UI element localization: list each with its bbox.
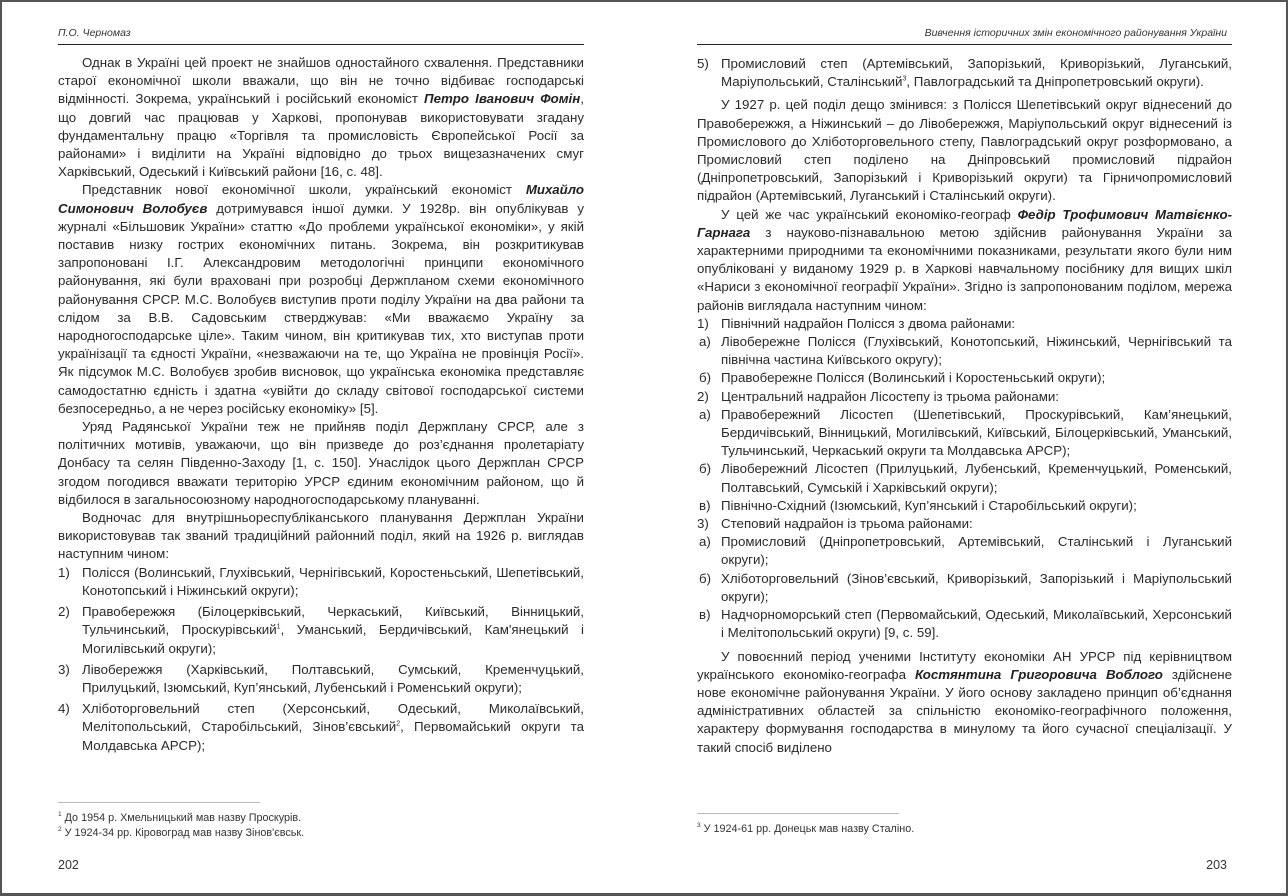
left-page-body — [58, 54, 584, 755]
list-number: 3) — [58, 661, 70, 677]
paragraph: Водночас для внутрішньореспубліканського планування Держплан України використовував так званий традиційний районний поділ, який на 1926 р. виглядав наступним чином: — [58, 510, 584, 562]
list-number: б) — [699, 370, 712, 386]
left-page — [58, 2, 584, 893]
sub-list-item — [697, 460, 1232, 496]
footnote-divider — [58, 802, 260, 803]
text: У повоєнний період ученими Інституту економіки АН УРСР під керівництвом українського економіко-географа — [697, 648, 1232, 682]
sub-list-item — [697, 406, 1232, 461]
list-number: б) — [699, 570, 712, 586]
footnote — [58, 826, 584, 841]
text: дотримувався іншої думки. У 1928р. він опублікував у журналі «Більшовик України» статтю «До проблеми української економіки», у якій поставив низку гострих економічних питань. Зокрема, він розкритикував запропоновані І.Г. Александровим методологічні принципи економічного районування, які були враховані при розробці Держпланом схеми економічного районування СРСР. М.С. Волобуєв виступив проти поділу України на два райони та слідом за В.В. Садовським стверджував: «Ми вважаємо Україну за народногосподарське ціле». Таким чином, він критикував тих, хто виступав проти українізації та єдності України, «незважаючи на те, що Україна не провінція Росії». Як підсумок М.С. Волобуєв зробив висновок, що українська економіка представляє самодостатню єдність і здатна «увійти до складу світової господарської системи безпосередньо, а не через російську економіку» [5]. — [58, 200, 584, 416]
footnote-text: У 1924-61 рр. Донецьк мав назву Сталіно. — [703, 823, 915, 835]
list-text: Хліботорговельний (Зінов’євський, Криворізький, Запорізький і Маріупольський округи); — [721, 570, 1232, 604]
text: , що довгий час працював у Харкові, пропонував використовувати згадану фундаментальну працю «Торгівля та промисловість Європейської Росії за районами» і виділити на Україні відповідно до трьох вищезазначених смуг Харківський, Одеський і Київський райони [16, с. 48]. — [58, 91, 584, 180]
paragraph: Уряд Радянської України теж не прийняв поділ Держплану СРСР, але з політичних мотивів, уважаючи, що він призведе до роз’єднання пролетаріату Донбасу та селян Південно-Заходу [1, с. 150]. Унаслідок цього Держплан СРСР згодом погодився вважати територію УРСР єдиним економічним районом, що й відбилося в загальносоюзному народногосподарському плануванні. — [58, 419, 584, 507]
footnote-text: У 1924-34 рр. Кіровоград мав назву Зінов'євськ. — [64, 826, 305, 839]
list-text: Промисловий (Дніпропетровський, Артемівський, Сталінський і Луганський округи); — [721, 534, 1232, 568]
list-number: 4) — [58, 701, 70, 717]
list-text: Північно-Східний (Ізюмський, Куп’янський і Старобільський округи); — [721, 497, 1137, 513]
page-number: 202 — [58, 858, 79, 872]
list-number: в) — [699, 497, 711, 513]
text: У цей же час український економіко-географ — [721, 206, 1018, 222]
person-name: Михайло Симонович Волобуєв — [58, 182, 584, 216]
list-text: Степовий надрайон із трьома районами: — [721, 516, 973, 532]
list-number: 1) — [58, 564, 70, 580]
list-number: б) — [699, 461, 712, 477]
page-number: 203 — [1206, 858, 1227, 872]
footnote-mark: 3 — [902, 75, 907, 83]
paragraph — [697, 206, 1232, 315]
text: здійснене нове економічне районування України. У його основу закладено принцип об’єднання адміністративних областей за спільністю економіко-географічного положення, характеру формування господарства в минулому та його сучасної спеціалізації. У такий спосіб виділено — [697, 666, 1232, 755]
text: з науково-пізнавальною метою здійснив районування України за характерними природними та економічними показниками, результати якого були ним опубліковані у виданому 1929 р. в Харкові навчальному посібнику для вищих шкіл «Нариси з економічної географії України». Згідно із запропонованим поділом, мережа районів виглядала наступним чином: — [697, 224, 1232, 313]
list-text: Правобережний Лісостеп (Шепетівський, Проскурівський, Кам’янецький, Бердичівський, Вінницький, Могилівський, Київський, Білоцерківський, Уманський, Тульчинський, Черкаський округи та Молдавська АРСР); — [721, 406, 1232, 459]
list-text: Промисловий степ (Артемівський, Запорізький, Криворізький, Луганський, Маріупольський, Сталінський$^3$, Павлоградський та Дніпропетровський округи). — [721, 56, 1232, 90]
list-text: Лівобережний Лісостеп (Прилуцький, Лубенський, Кременчуцький, Роменський, Полтавський, Сумській і Харківський округи); — [721, 461, 1232, 495]
right-page-body — [697, 55, 1232, 757]
sub-list-item — [697, 333, 1232, 369]
list-text: Надчорноморський степ (Первомайський, Одеський, Миколаївський, Херсонський і Мелітопольський округи) [9, с. 59]. — [721, 607, 1232, 641]
footnote-text: До 1954 р. Хмельницький мав назву Проскурів. — [64, 812, 302, 824]
text: Однак в Україні цей проект не знайшов одностайного схвалення. Представники старої економічної школи вважали, що він не точно відбиває господарські відмінності. Зокрема, український і російський економіст — [58, 55, 584, 107]
person-name: Петро Іванович Фомін — [424, 91, 581, 107]
list-item — [697, 388, 1232, 406]
list-text: Лівобережжя (Харківський, Полтавський, Сумський, Кременчуцький, Прилуцький, Ізюмський, Куп’янський, Лубенський і Роменський округи); — [82, 661, 584, 695]
list-text: Полісся (Волинський, Глухівський, Чернігівський, Коростеньський, Шепетівський, Конотопський і Ніжинський округи); — [82, 564, 584, 598]
text: Представник нової економічної школи, український економіст — [82, 182, 526, 198]
list-text: Північний надрайон Полісся з двома районами: — [721, 315, 1016, 331]
running-head-title: Вивчення історичних змін економічного районування України — [697, 27, 1232, 45]
footnotes — [697, 822, 1232, 837]
person-name: Федір Трофимович Матвієнко-Гарнага — [697, 206, 1233, 240]
footnote-mark: 1 — [276, 623, 281, 631]
list-number: 2) — [697, 388, 709, 404]
list-number: 5) — [697, 56, 709, 71]
list-item — [58, 700, 584, 755]
list-number: а) — [699, 534, 711, 550]
list-text: Правобережжя (Білоцерківський, Черкаський, Київський, Вінницький, Тульчинський, Проскурівський$^1$, Уманський, Бердичівський, Кам'янецький і Могилівський округи); — [82, 604, 584, 656]
running-head-author: П.О. Черномаз — [58, 27, 584, 45]
list-text: Центральний надрайон Лісостепу із трьома районами: — [721, 388, 1059, 404]
list-number: 2) — [58, 604, 70, 620]
footnote — [697, 822, 1232, 837]
list-number: а) — [699, 406, 711, 422]
sub-list-item — [697, 570, 1232, 606]
sub-list-item — [697, 497, 1232, 515]
list-text: Лівобережне Полісся (Глухівський, Конотопський, Ніжинський, Чернігівський та північна частина Київського округу); — [721, 334, 1232, 368]
paragraph: У 1927 р. цей поділ дещо змінився: з Полісся Шепетівський округ віднесений до Правобережжя, а Ніжинський – до Лівобережжя, Маріупольський округ віднесений із Промислового до Хліботорговельного степу, Павлоградський округ розформовано, а Промисловий степ поділено на Дніпровський промисловий підрайон (Дніпропетровський, Запорізький і Криворізький округи) та Гірничопромисловий підрайон (Артемівський, Луганський і Сталінський округи). — [697, 97, 1232, 204]
footnote-divider — [697, 813, 899, 814]
list-number: а) — [699, 334, 711, 350]
sub-list-item — [697, 533, 1232, 569]
list-item — [697, 315, 1232, 333]
footnote-mark: 3 — [697, 822, 701, 830]
right-page — [697, 2, 1232, 893]
list-text: Правобережне Полісся (Волинський і Коростеньський округи); — [721, 370, 1106, 386]
list-text: Хліботорговельний степ (Херсонський, Одеський, Миколаївський, Мелітопольський, Старобільський, Зінов’євський$^2$, Первомайський округи та Молдавська АРСР); — [82, 701, 584, 753]
footnotes — [58, 811, 584, 840]
paragraph — [697, 648, 1232, 757]
footnote — [58, 811, 584, 826]
list-item — [697, 55, 1232, 91]
list-item — [58, 661, 584, 697]
footnote-mark: 1 — [58, 811, 62, 819]
list-item — [58, 603, 584, 658]
paragraph — [58, 181, 584, 418]
sub-list-item — [697, 606, 1232, 642]
list-item — [58, 564, 584, 600]
list-item — [697, 515, 1232, 533]
footnote-mark: 2 — [396, 720, 401, 728]
list-number: в) — [699, 607, 711, 623]
person-name: Костянтина Григоровича Воблого — [915, 666, 1163, 682]
paragraph — [58, 54, 584, 181]
list-number: 1) — [697, 315, 709, 331]
footnote-mark: 2 — [58, 825, 62, 833]
list-number: 3) — [697, 516, 709, 532]
district-list — [697, 315, 1232, 643]
sub-list-item — [697, 369, 1232, 387]
